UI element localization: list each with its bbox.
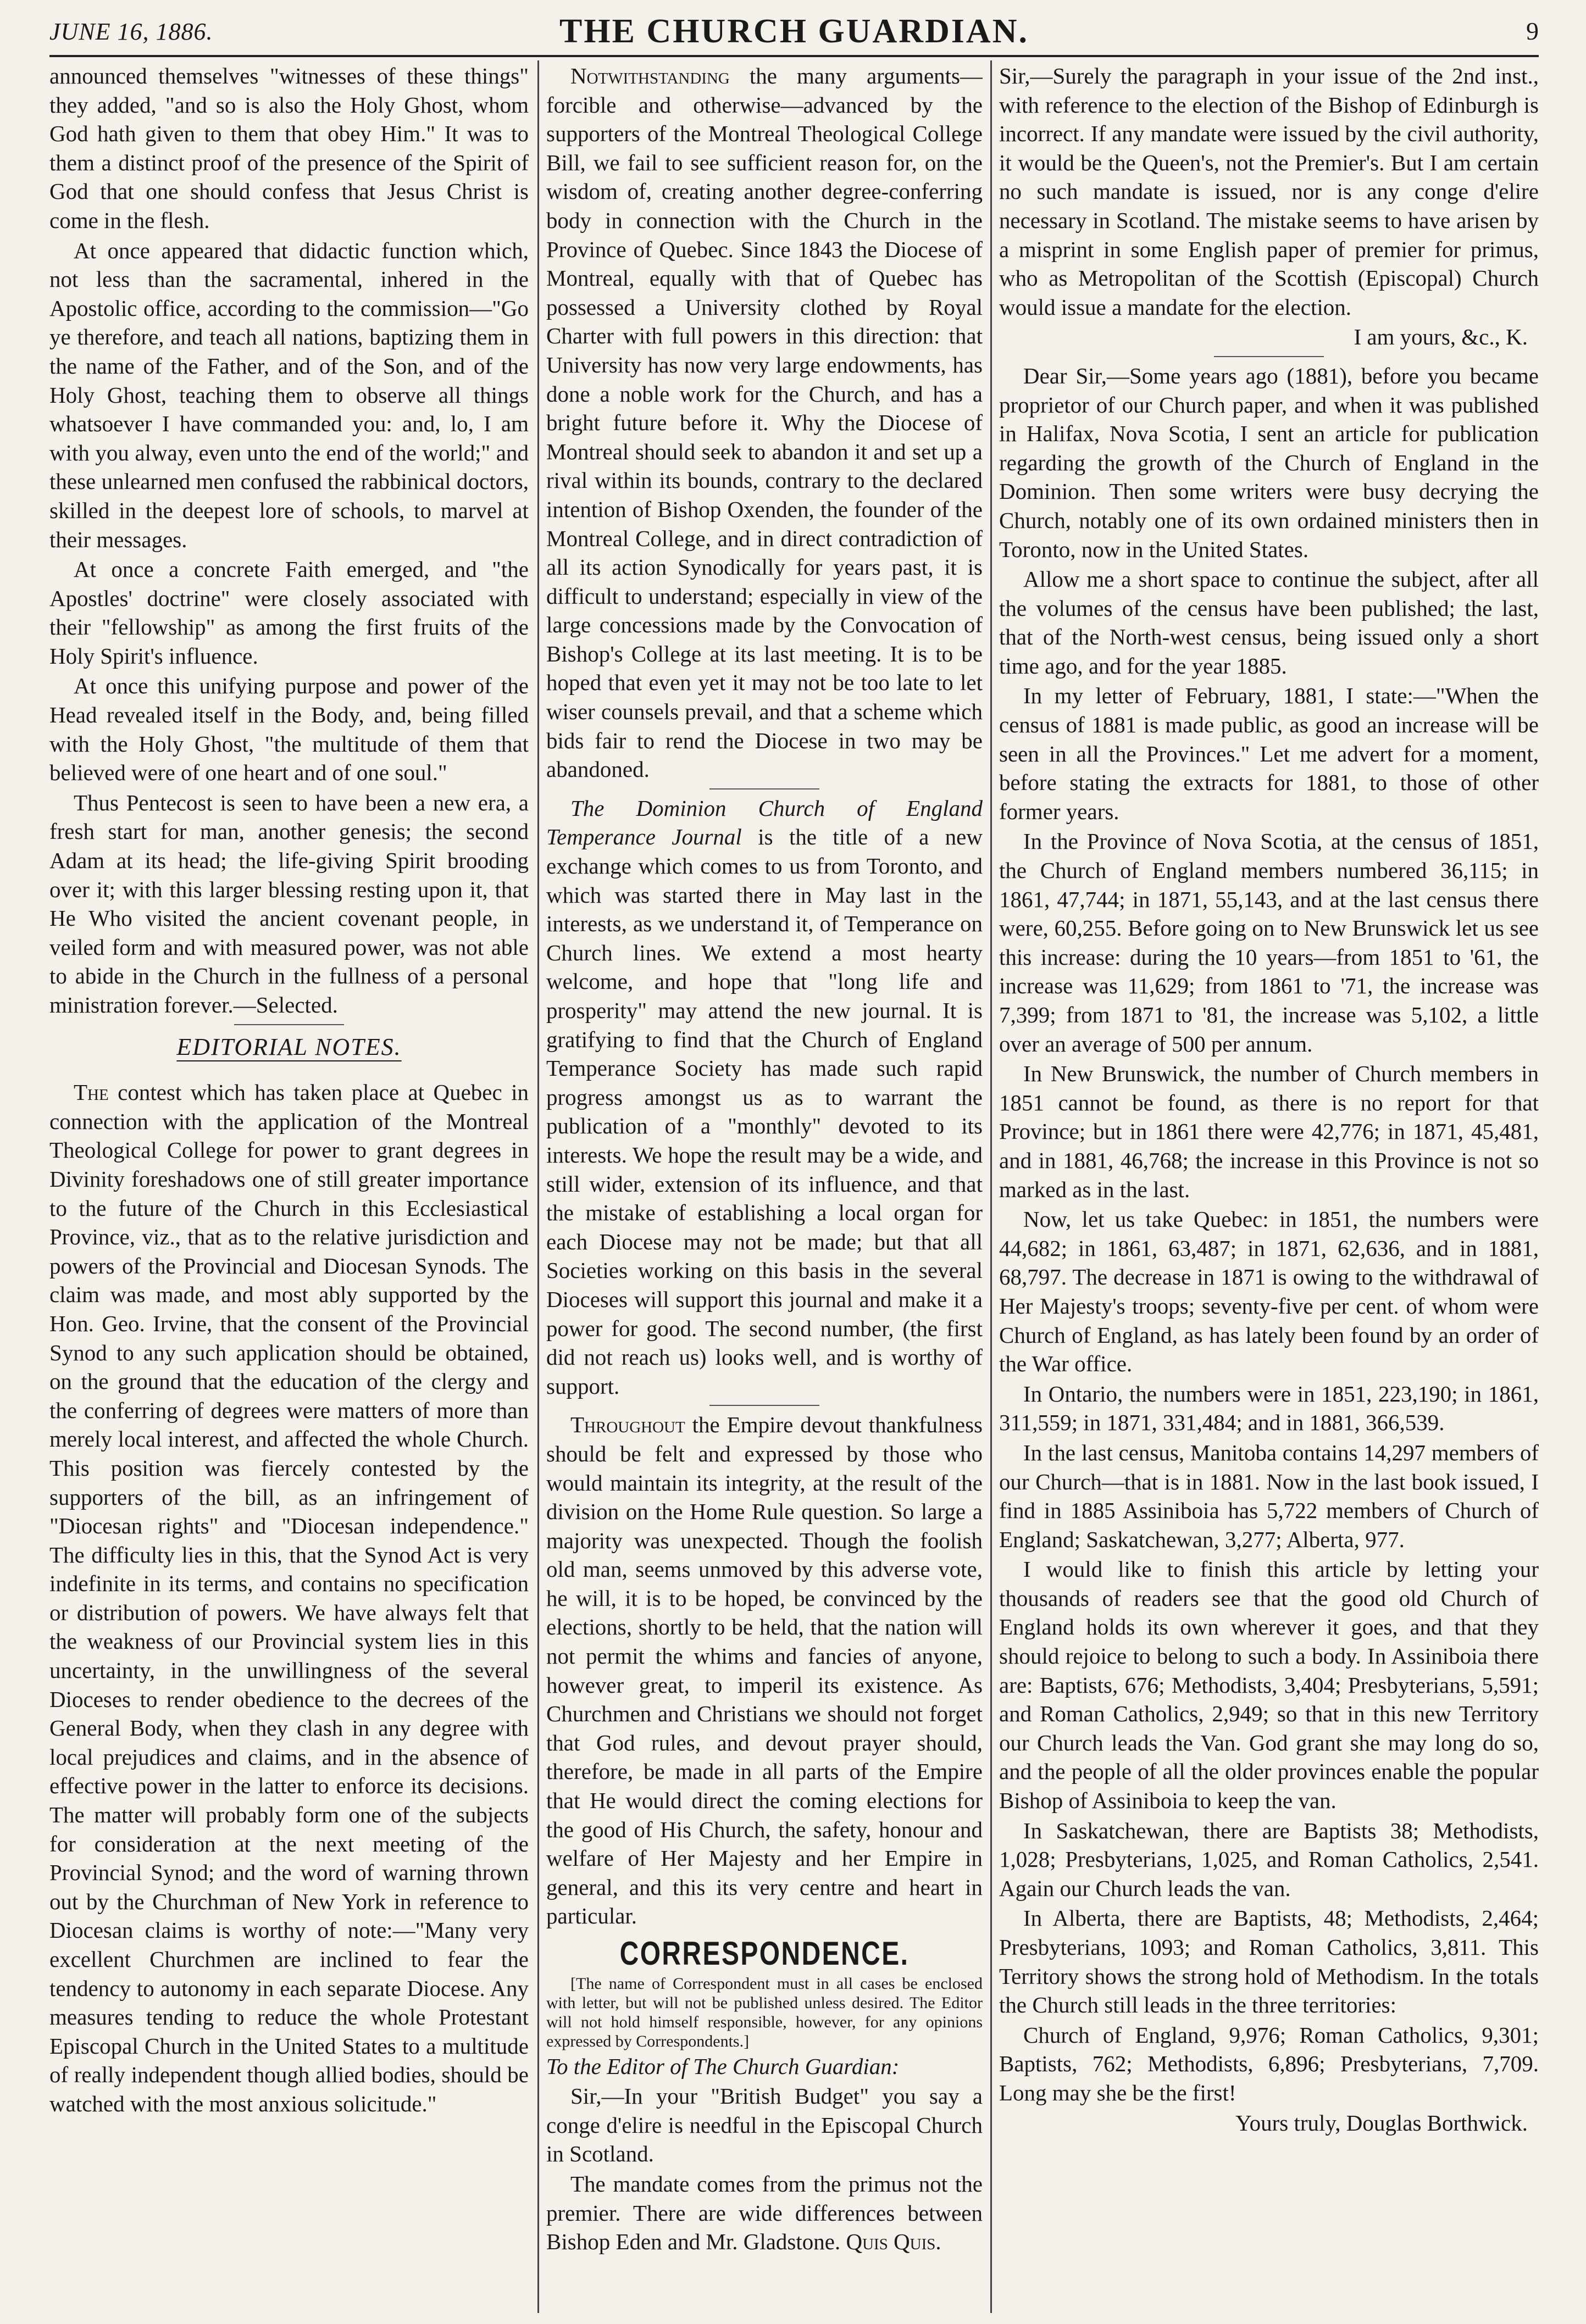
editorial-notes-heading: EDITORIAL NOTES. (176, 1033, 402, 1060)
section-rule (709, 1405, 819, 1406)
correspondence-notice: [The name of Correspondent must in all cases be enclosed with letter, but will not be published unless desired. The Editor will not hold himself responsible, however, for any opinions expressed by Correspondents.] (546, 1974, 983, 2050)
letter-paragraph: Allow me a short space to continue the subject, after all the volumes of the census have been published; the last, that of the North-west census, being issued only a short time ago, and for the year 1885. (999, 566, 1539, 679)
article-paragraph: the many arguments—forcible and otherwise—advanced by the supporters of the Montreal Theological College Bill, we fail to see sufficient reason for, on the wisdom of, creating another degree-conferring body in connection with the Church in the Province of Quebec. Since 1843 the Diocese of Montreal, equally with that of Quebec has possessed a University clothed by Royal Charter with full powers in this direction: that University has now very large endowments, has done a noble work for the Church, and has a bright future before it. Why the Diocese of Montreal should seek to abandon it and set up a rival within its bounds, contrary to the declared intention of Bishop Oxenden, the founder of the Montreal College, and in direct contradiction of all its action Synodically for years past, it is difficult to understand; especially in view of the large concessions made by the Convocation of Bishop's College at its last meeting. It is to be hoped that even yet it may not be too late to let wiser counsels prevail, and that a scheme which bids fair to rend the Diocese in two may be abandoned. (546, 63, 983, 782)
letter-paragraph: Sir,—In your "British Budget" you say a conge d'elire is needful in the Episcopal Church in Scotland. (546, 2083, 983, 2167)
letter-paragraph: In the Province of Nova Scotia, at the census of 1851, the Church of England members numbered 36,115; in 1861, 47,744; in 1871, 55,143, and at the last census there were, 60,255. Before going on to New Brunswick let us see this increase: during the 10 years—from 1851 to '61, the increase was 11,629; from 1861 to '71, the increase was 7,399; from 1871 to '81, the increase was 5,102, a little over an average of 500 per annum. (999, 829, 1539, 1057)
letter-paragraph: In Ontario, the numbers were in 1851, 223,190; in 1861, 311,559; in 1871, 331,484; and in 1881, 366,539. (999, 1381, 1539, 1436)
article-paragraph: is the title of a new exchange which comes to us from Toronto, and which was started there in May last in the interests, as we understand it, of Temperance on Church lines. We extend a most hearty welcome, and hope that "long life and prosperity" may attend the new journal. It is gratifying to find that the Church of England Temperance Society has made such rapid progress amongst us as to warrant the publication of a "monthly" devoted to its interests. We hope the result may be a wide, and still wider, extension of its influence, and that the mistake of establishing a local organ for each Diocese may not be made; but that all Societies working on this basis in the several Dioceses will support this journal and make it a power for good. The second number, (the first did not reach us) looks well, and is worthy of support. (546, 824, 983, 1399)
letter-paragraph: In the last census, Manitoba contains 14,297 members of our Church—that is in 1881. Now in the last book issued, I find in 1885 Assiniboia has 5,722 members of Church of England; Saskatchewan, 3,277; Alberta, 977. (999, 1439, 1539, 1552)
article-paragraph: announced themselves "witnesses of these things" they added, "and so is also the Holy Ghost, whom God hath given to them that obey Him." It was to them a distinct proof of the presence of the Spirit of God that one should confess that Jesus Christ is come in the flesh. (49, 63, 529, 233)
letter-paragraph: In Alberta, there are Baptists, 48; Methodists, 2,464; Presbyterians, 1093; and Roman Catholics, 3,811. This Territory shows the strong hold of Methodism. In the totals the Church still leads in the three territories: (999, 1905, 1539, 2018)
letter-paragraph: I would like to finish this article by letting your thousands of readers see that the good old Church of England holds its own wherever it goes, and that they should rejoice to belong to such a body. In Assiniboia there are: Baptists, 676; Methodists, 3,404; Presbyterians, 5,591; and Roman Catholics, 2,949; so that in this new Territory our Church leads the Van. God grant she may long do so, and the people of all the older provinces enable the popular Bishop of Assiniboia to keep the van. (999, 1556, 1539, 1814)
correspondence-heading: CORRESPONDENCE. (619, 1935, 910, 1972)
column-1 (49, 62, 529, 2313)
lead-word: The (74, 1080, 109, 1105)
article-paragraph: contest which has taken place at Quebec in connection with the application of the Montreal Theological College for power to grant degrees in Divinity foreshadows one of still greater importance to the future of the Church in this Ecclesiastical Province, viz., that as to the relative jurisdiction and powers of the Provincial and Diocesan Synods. The claim was made, and most ably supported by the Hon. Geo. Irvine, that the consent of the Provincial Synod to any such application should be obtained, on the ground that the education of the clergy and the conferring of degrees were matters of more than merely local interest, and affected the whole Church. This position was fiercely contested by the supporters of the bill, as an infringement of "Diocesan rights" and "Diocesan independence." The difficulty lies in this, that the Synod Act is very indefinite in its terms, and contains no specification or distribution of powers. We have always felt that the weakness of our Provincial system lies in this uncertainty, in the unwillingness of the several Dioceses to render obedience to the decrees of the General Body, when they clash in any degree with local prejudices and claims, and in the absence of effective power in the latter to enforce its decisions. The matter will probably form one of the subjects for consideration at the next meeting of the Provincial Synod; and the word of warning thrown out by the Churchman of New York in reference to Diocesan claims is worthy of note:—"Many very excellent Churchmen are inclined to fear the tendency to autonomy in each separate Diocese. Any measures tending to reduce the whole Protestant Episcopal Church in the United States to a multitude of really independent though allied bodies, should be watched with the most anxious solicitude." (49, 1080, 529, 2116)
letter-paragraph: The mandate comes from the primus not the premier. There are wide differences between Bishop Eden and Mr. Gladstone. (546, 2171, 983, 2255)
article-paragraph: Thus Pentecost is seen to have been a new era, a fresh start for man, another genesis; the second Adam at its head; the life-giving Spirit brooding over it; with this larger blessing resting upon it, that He Who visited the ancient covenant people, in veiled form and with measured power, was not able to abide in the Church in the fullness of a personal ministration forever.—Selected. (49, 790, 529, 1018)
letter-signature: I am yours, &c., K. (1354, 324, 1528, 350)
masthead (49, 10, 1539, 54)
letter-signature: Yours truly, Douglas Borthwick. (1235, 2110, 1528, 2136)
section-rule (1214, 356, 1324, 357)
issue-date: JUNE 16, 1886. (49, 18, 213, 45)
journal-title: The Dominion Church of England Temperance Journal (546, 795, 983, 850)
letter-salutation: To the Editor of The Church Guardian: (546, 2053, 900, 2079)
section-rule (709, 788, 819, 790)
letter-paragraph: Sir,—Surely the paragraph in your issue of the 2nd inst., with reference to the election of the Bishop of Edinburgh is incorrect. If any mandate were issued by the civil authority, it would be the Queen's, not the Premier's. But I am certain no such mandate is issued, nor is any conge d'elire necessary in Scotland. The mistake seems to have arisen by a misprint in some English paper of premier for primus, who as Metropolitan of the Scottish (Episcopal) Church would issue a mandate for the election. (999, 63, 1539, 320)
article-paragraph: At once this unifying purpose and power of the Head revealed itself in the Body, and, being filled with the Holy Ghost, "the multitude of them that believed were of one heart and of one soul." (49, 673, 529, 786)
letter-paragraph: In New Brunswick, the number of Church members in 1851 cannot be found, as there is no report for that Province; but in 1861 there were 42,776; in 1871, 45,481, and in 1881, 46,768; the increase in this Province is not so marked as in the last. (999, 1061, 1539, 1202)
article-paragraph: At once a concrete Faith emerged, and "the Apostles' doctrine" were closely associated with their "fellowship" as among the first fruits of the Holy Spirit's influence. (49, 557, 529, 669)
page-number: 9 (1526, 17, 1539, 45)
letter-paragraph: Dear Sir,—Some years ago (1881), before you became proprietor of our Church paper, and when it was published in Halifax, Nova Scotia, I sent an article for publication regarding the growth of the Church of England in the Dominion. Then some writers were busy decrying the Church, notably one of its own ordained ministers then in Toronto, now in the United States. (999, 363, 1539, 562)
lead-word: Notwithstanding (570, 63, 730, 88)
column-divider-2 (990, 60, 992, 2313)
masthead-rule (49, 55, 1539, 57)
column-3 (999, 62, 1539, 2313)
column-divider-1 (537, 60, 539, 2313)
letter-paragraph: Now, let us take Quebec: in 1851, the numbers were 44,682; in 1861, 63,487; in 1871, 62,636, and in 1881, 68,797. The decrease in 1871 is owing to the withdrawal of Her Majesty's troops; seventy-five per cent. of whom were Church of England, as has lately been found by an order of the War office. (999, 1207, 1539, 1377)
article-paragraph: At once appeared that didactic function which, not less than the sacramental, inhered in the Apostolic office, according to the commission—"Go ye therefore, and teach all nations, baptizing them in the name of the Father, and of the Son, and of the Holy Ghost, teaching them to observe all things whatsoever I have commanded you: and, lo, I am with you alway, even unto the end of the world;" and these unlearned men confused the rabbinical doctors, skilled in the deepest lore of schools, to marvel at their messages. (49, 237, 529, 552)
lead-word: Throughout (570, 1412, 685, 1438)
letter-paragraph: Church of England, 9,976; Roman Catholics, 9,301; Baptists, 762; Methodists, 6,896; Presbyterians, 7,709. Long may she be the first! (999, 2022, 1539, 2105)
letter-paragraph: In my letter of February, 1881, I state:—"When the census of 1881 is made public, as good an increase will be seen in all the Provinces." Let me advert for a moment, before stating the extracts for 1881, to those of other former years. (999, 683, 1539, 824)
newspaper-title: THE CHURCH GUARDIAN. (559, 13, 1029, 50)
section-rule (234, 1024, 344, 1025)
article-paragraph: the Empire devout thankfulness should be felt and expressed by those who would maintain its integrity, at the result of the division on the Home Rule question. So large a majority was unexpected. Though the foolish old man, seems unmoved by this adverse vote, he will, it is to be hoped, be convinced by the elections, shortly to be held, that the nation will not permit the whims and fancies of anyone, however great, to imperil its existence. As Churchmen and Christians we should not forget that God rules, and devout prayer should, therefore, be made in all parts of the Empire that He would direct the coming elections for the good of His Church, the safety, honour and welfare of Her Majesty and her Empire in general, and this its very centre and heart in particular. (546, 1412, 983, 1929)
column-2 (546, 62, 983, 2313)
letter-signature: Quis Quis. (846, 2229, 941, 2255)
letter-paragraph: In Saskatchewan, there are Baptists 38; Methodists, 1,028; Presbyterians, 1,025, and Roman Catholics, 2,541. Again our Church leads the van. (999, 1817, 1539, 1901)
